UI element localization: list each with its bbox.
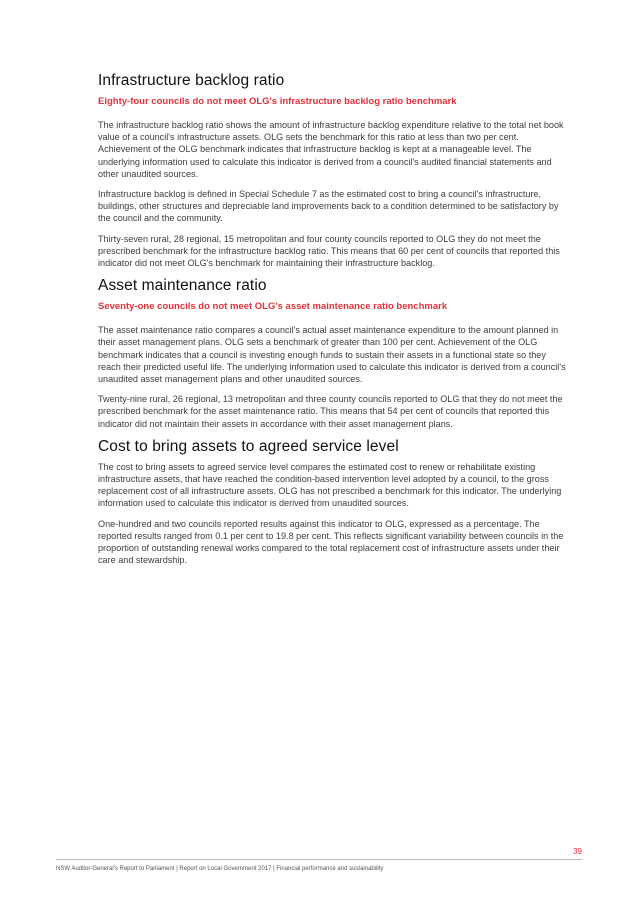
section-cost-to-bring-assets bbox=[98, 438, 570, 567]
page-number: 39 bbox=[573, 847, 582, 856]
section-heading: Infrastructure backlog ratio bbox=[98, 72, 285, 89]
footer-divider bbox=[56, 859, 582, 860]
main-content bbox=[98, 72, 570, 574]
section-heading: Cost to bring assets to agreed service level bbox=[98, 437, 399, 455]
paragraph: The cost to bring assets to agreed service level compares the estimated cost to renew or rehabilitate existing infrastructure assets, that have reached the condition-based intervention level adopted by a council, to the gross replacement cost of all infrastructure assets. OLG has not prescribed a benchmark for this indicator. The underlying information used to calculate this indicator is derived from unaudited sources. bbox=[98, 461, 562, 509]
paragraph: Infrastructure backlog is defined in Special Schedule 7 as the estimated cost to bring a council's infrastructure, buildings, other structures and depreciable land improvements back to a condition determined to be satisfactory by the council and the community. bbox=[98, 189, 559, 224]
footer-text: NSW Auditor-General's Report to Parliament | Report on Local Government 2017 | Financial performance and sustainability bbox=[56, 866, 384, 872]
section-heading: Asset maintenance ratio bbox=[98, 277, 267, 295]
paragraph: The asset maintenance ratio compares a council's actual asset maintenance expenditure to the amount planned in their asset management plans. OLG sets a benchmark of greater than 100 per cent. Achievement of the OLG benchmark indicates that a council is investing enough funds to sustain their assets in a functional state so they reach their predicted useful life. The underlying information used to calculate this indicator is derived from a council's unaudited asset management plans and other unaudited sources. bbox=[98, 325, 566, 385]
paragraph: Thirty-seven rural, 28 regional, 15 metropolitan and four county councils reported to OLG they do not meet the prescribed benchmark for the infrastructure backlog ratio. This means that 60 per cent of councils that reported this indicator did not meet OLG's benchmark for maintaining their infrastructure backlog. bbox=[98, 233, 560, 269]
paragraph: Twenty-nine rural, 26 regional, 13 metropolitan and three county councils reported to OLG that they do not meet the prescribed benchmark for the asset maintenance ratio. This means that 54 per cent of councils that reported this indicator did not maintain their assets in accordance with their asset management plans. bbox=[98, 394, 563, 429]
section-subheading: Eighty-four councils do not meet OLG's infrastructure backlog ratio benchmark bbox=[98, 96, 457, 107]
section-infrastructure-backlog bbox=[98, 72, 570, 269]
section-subheading: Seventy-one councils do not meet OLG's asset maintenance ratio benchmark bbox=[98, 301, 448, 313]
section-asset-maintenance bbox=[98, 277, 570, 430]
paragraph: One-hundred and two councils reported results against this indicator to OLG, expressed as a percentage. The reported results ranged from 0.1 per cent to 19.8 per cent. This reflects significant variability between councils in the proportion of outstanding renewal works compared to the total replacement cost of infrastructure assets under their care and stewardship. bbox=[98, 518, 564, 566]
paragraph: The infrastructure backlog ratio shows the amount of infrastructure backlog expenditure relative to the total net book value of a council's infrastructure assets. OLG sets the benchmark for this ratio at less than two per cent. Achievement of the OLG benchmark indicates that infrastructure backlog is kept at a manageable level. The underlying information used to calculate this indicator is derived from a council's audited financial statements and other unaudited sources. bbox=[98, 120, 564, 179]
